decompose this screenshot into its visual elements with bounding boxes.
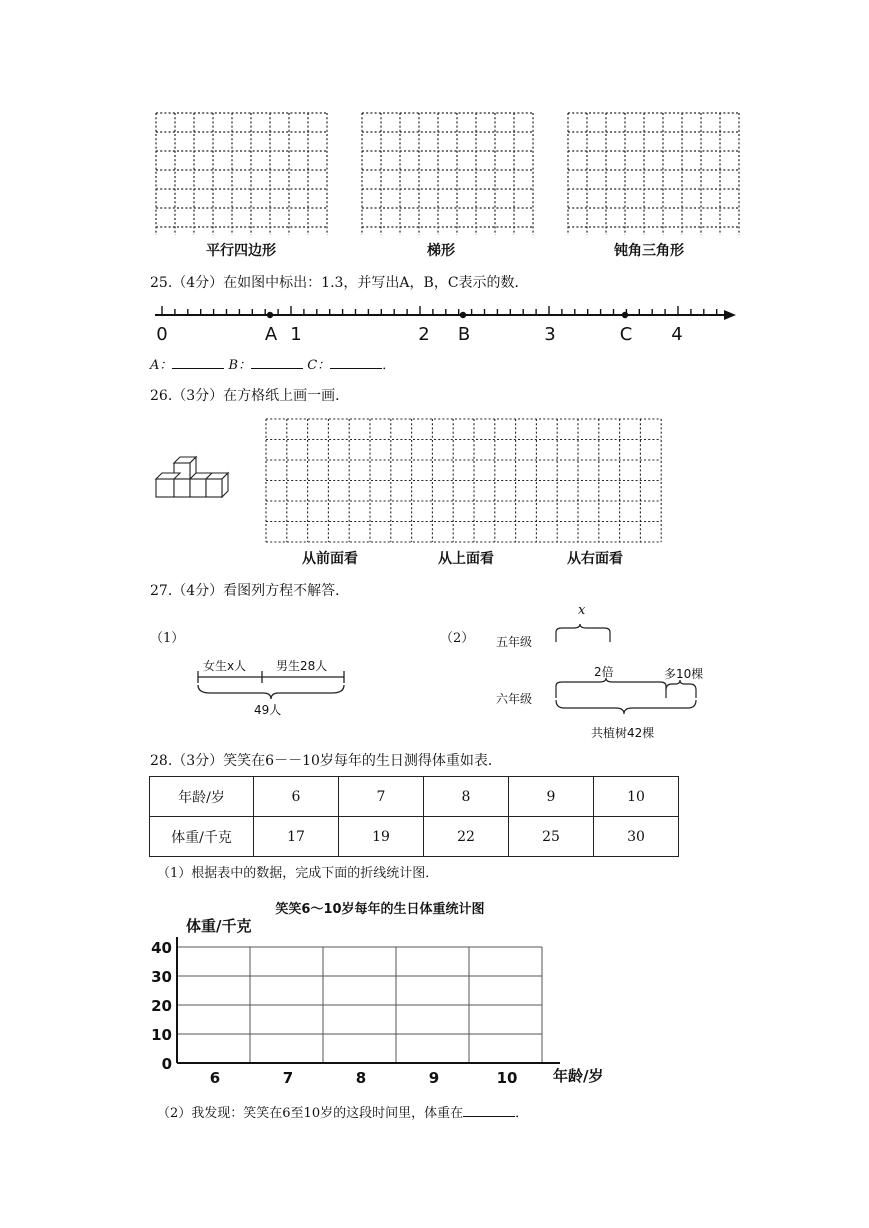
q28-sub2-text: （2）我发现：笑笑在6至10岁的这段时间里，体重在 [157,1106,464,1121]
q26-title: 26.（3分）在方格纸上画一画． [150,388,350,404]
q25-title: 25.（4分）在如图中标出：1.3，并写出A，B，C表示的数． [150,275,529,291]
times-label: 2倍 [594,665,614,679]
weight-table [149,776,679,857]
table-cell: 7 [339,777,424,817]
y-tick-label: 20 [151,997,172,1015]
table-cell: 22 [424,817,509,857]
x-tick-label: 8 [355,1069,367,1087]
y-tick-label: 10 [151,1026,172,1044]
tick-label-3: 3 [544,324,556,345]
point-a [267,312,273,318]
q28-sub2-blank[interactable] [463,1102,515,1117]
point-b [460,312,466,318]
answer-a-blank[interactable] [172,354,224,369]
answer-a-label: A： [150,358,173,373]
answer-b-blank[interactable] [251,354,303,369]
number-line [150,300,740,350]
chart-ylabel: 体重/千克 [186,917,252,935]
grid-parallelogram [156,113,328,235]
table-row [150,817,679,857]
top-grids [150,108,750,240]
y-tick-label: 30 [151,968,172,986]
boys-label: 男生28人 [276,659,328,673]
point-label-b: B [457,324,471,345]
view-label-top: 从上面看 [438,551,494,567]
table-cell: 25 [509,817,594,857]
cube-stack-figure [150,455,240,505]
label-trapezoid: 梯形 [427,243,455,259]
table-header-age: 年龄/岁 [150,777,254,817]
table-header-weight: 体重/千克 [150,817,254,857]
chart-xlabel: 年龄/岁 [553,1067,604,1085]
table-cell: 10 [594,777,679,817]
more-label: 多10棵 [664,667,704,681]
table-cell: 6 [254,777,339,817]
q28-sub1: （1）根据表中的数据，完成下面的折线统计图． [157,866,439,881]
table-cell: 8 [424,777,509,817]
q27-part2-num: （2） [440,631,475,646]
q27-diagram-2 [550,620,710,720]
tick-label-0: 0 [156,324,168,345]
chart-title: 笑笑6～10岁每年的生日体重统计图 [275,902,485,917]
label-obtuse-triangle: 钝角三角形 [614,243,684,259]
q28-sub2 [157,1102,528,1121]
x-label: x [578,603,586,618]
q25-end: ． [382,358,396,373]
point-label-a: A [264,324,278,345]
q27-title: 27.（4分）看图列方程不解答． [150,583,350,599]
grade5-label: 五年级 [496,635,533,649]
table-cell: 30 [594,817,679,857]
q25-answers [150,354,395,373]
table-cell: 9 [509,777,594,817]
x-tick-label: 10 [496,1069,518,1087]
q28-title: 28.（3分）笑笑在6－－10岁每年的生日测得体重如表． [150,753,502,769]
total-42-label: 共植树42棵 [591,726,655,740]
answer-c-label: C： [307,358,331,373]
view-label-right: 从右面看 [567,551,623,567]
y-tick-label: 40 [151,939,172,957]
answer-c-blank[interactable] [330,354,382,369]
q27-part1-num: （1） [150,631,185,646]
tick-label-4: 4 [671,324,683,345]
table-row [150,777,679,817]
table-cell: 19 [339,817,424,857]
grid-trapezoid [362,113,534,235]
label-parallelogram: 平行四边形 [206,243,276,259]
tick-label-2: 2 [418,324,430,345]
x-tick-label: 7 [282,1069,294,1087]
point-label-c: C [619,324,633,345]
weight-chart[interactable] [145,895,625,1095]
answer-b-label: B： [228,358,252,373]
table-cell: 17 [254,817,339,857]
grade6-label: 六年级 [496,692,533,706]
x-tick-label: 6 [209,1069,221,1087]
total-49-label: 49人 [254,703,282,717]
point-c [622,312,628,318]
y-tick-label: 0 [161,1055,172,1073]
grid-obtuse-triangle [568,113,740,235]
tick-label-1: 1 [290,324,302,345]
x-tick-label: 9 [428,1069,440,1087]
drawing-grid[interactable] [262,414,682,544]
q28-sub2-end: ． [515,1106,529,1121]
view-label-front: 从前面看 [302,551,358,567]
girls-label: 女生x人 [203,659,247,673]
